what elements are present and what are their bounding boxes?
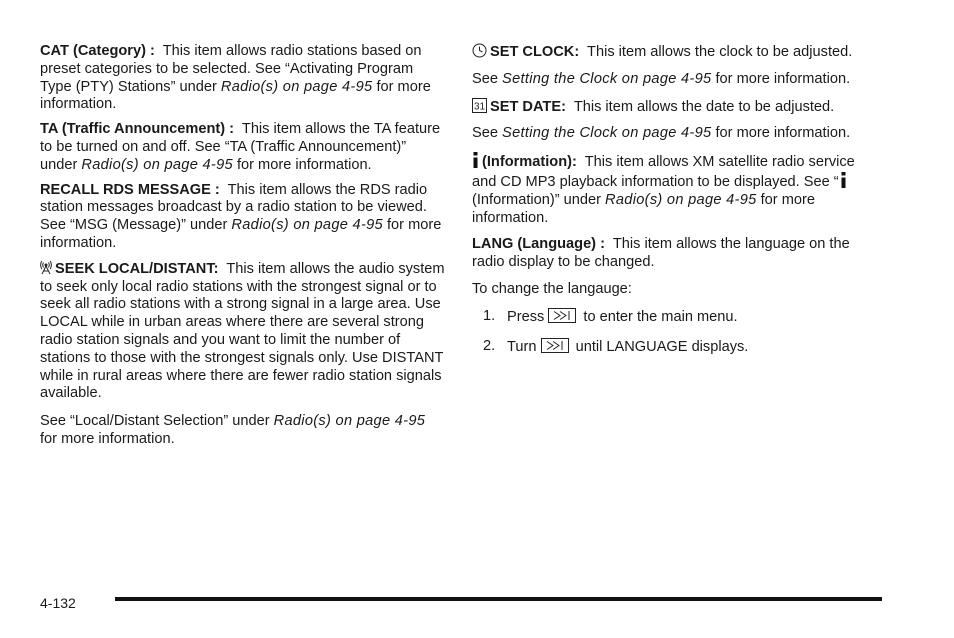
rds-term: RECALL RDS MESSAGE : [40,181,220,198]
rds-text-end: for more information. [40,217,442,251]
page-number: 4-132 [40,595,76,611]
seek-see-text: See “Local/Distant Selection” under [40,413,274,430]
rds-ref: Radio(s) on page 4-95 [231,217,383,234]
left-column [40,43,446,456]
ta-text: This item allows the TA feature to be turned on and off. See “TA (Traffic Announcement)” under [40,121,441,173]
seek-text: This item allows the audio system to seek only local radio stations with the strongest signal or to seek all radio stations with a strong signal in a large area. Use LOCAL while in urban areas where there are several strong radio station signals and you want to limit the number of stations to those with the strongest signals only. Use DISTANT while in rural areas where there are fewer radio station signals available. [40,260,445,402]
cat-text-end: for more information. [40,78,431,113]
cat-term: CAT (Category) : [40,43,155,59]
date-see-paragraph [472,125,872,143]
clock-term: SET CLOCK: [490,44,580,60]
seek-see-text-end: for more information. [40,430,175,447]
rds-paragraph [40,182,446,253]
ta-paragraph [40,121,446,174]
seek-see-ref: Radio(s) on page 4-95 [273,413,426,430]
step-1-pre: Press [507,308,549,325]
svg-text:31: 31 [473,101,486,113]
date-paragraph [472,98,872,117]
seek-forward-icon [541,338,569,353]
date-text: This item allows the date to be adjusted. [573,98,835,115]
clock-see-text: See [472,70,503,87]
cat-paragraph [40,43,446,114]
ta-term: TA (Traffic Announcement) : [40,121,235,138]
seek-paragraph [40,260,446,403]
date-see-text-end: for more information. [711,125,851,142]
clock-paragraph [472,43,872,62]
footer-rule [115,597,882,601]
lang-text: This item allows the language on the radio display to be changed. [472,236,850,271]
cat-ref: Radio(s) on page 4-95 [220,78,373,95]
clock-see-ref: Setting the Clock on page 4-95 [502,70,712,87]
calendar-icon [472,98,487,113]
clock-text: This item allows the clock to be adjusted. [587,44,853,60]
steps-list [472,308,872,357]
info-paragraph [472,152,872,227]
seek-term: SEEK LOCAL/DISTANT: [55,260,219,277]
lang-term: LANG (Language) : [472,236,605,253]
info-text-mid: (Information)” under [472,191,606,208]
info-term: (Information): [482,154,577,171]
ta-text-end: for more information. [232,156,372,173]
date-see-text: See [472,125,503,142]
step-2-number: 2. [483,337,496,354]
seek-see-paragraph [40,413,446,449]
clock-see-text-end: for more information. [711,70,851,87]
cat-text: This item allows radio stations based on preset categories to be selected. See “Activating Program Type (PTY) Stations” under [40,43,422,95]
rds-text: This item allows the RDS radio station messages broadcast by a radio station to be viewed. See “MSG (Message)” under [40,181,428,234]
info-icon-inline [840,172,847,188]
info-ref: Radio(s) on page 4-95 [605,191,757,208]
step-1-number: 1. [483,307,496,324]
change-intro: To change the langauge: [472,280,632,297]
seek-forward-icon [548,308,576,323]
info-text-end: for more information. [472,191,815,226]
step-2-content [507,338,748,357]
step-1-post: to enter the main menu. [579,308,738,325]
ta-ref: Radio(s) on page 4-95 [81,156,233,173]
step-2-post: until LANGUAGE displays. [571,338,749,355]
info-text: This item allows XM satellite radio service and CD MP3 playback information to be displayed. See “ [472,154,855,190]
info-icon [472,152,479,168]
date-see-ref: Setting the Clock on page 4-95 [502,125,712,142]
step-1-content [507,308,738,327]
date-term: SET DATE: [490,98,566,115]
clock-see-paragraph [472,71,872,89]
clock-icon [472,43,487,58]
right-column [472,43,872,367]
step-2-pre: Turn [507,338,541,355]
lang-paragraph [472,236,872,272]
step-2 [472,338,872,357]
antenna-icon [40,260,52,275]
step-1 [472,308,872,327]
